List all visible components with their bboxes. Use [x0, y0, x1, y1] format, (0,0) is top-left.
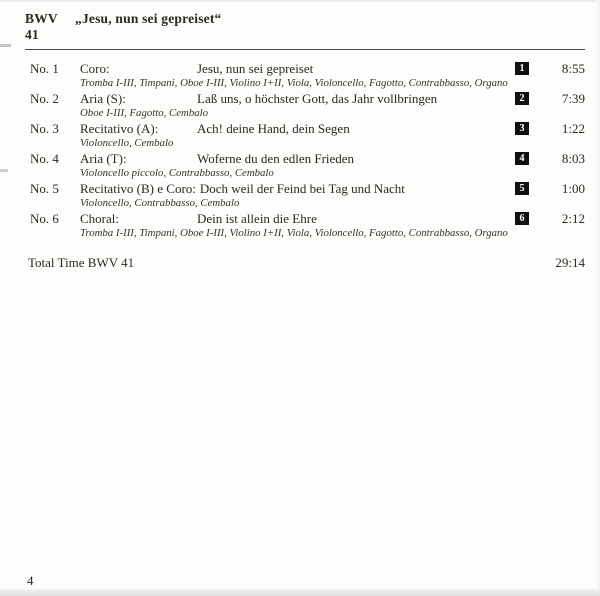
movement-number: No. 6 [30, 211, 59, 226]
work-title: „Jesu, nun sei gepreiset“ [75, 11, 222, 26]
instrumentation: Violoncello, Cembalo [80, 137, 174, 149]
track-row [30, 151, 585, 179]
track-main-line [30, 61, 585, 76]
total-time-label: Total Time BWV 41 [28, 255, 135, 270]
track-row [30, 181, 585, 209]
instrumentation: Violoncello, Contrabbasso, Cembalo [80, 197, 240, 209]
track-number-badge: 4 [515, 152, 529, 165]
track-number-badge: 1 [515, 62, 529, 75]
work-header [25, 11, 585, 43]
track-number-badge: 6 [515, 212, 529, 225]
track-number-badge: 5 [515, 182, 529, 195]
track-row [30, 91, 585, 119]
track-row [30, 211, 585, 239]
movement-title: Jesu, nun sei gepreiset [197, 61, 314, 76]
scan-edge-top [0, 0, 600, 2]
track-time: 8:03 [561, 151, 585, 166]
bwv-number: BWV 41 [25, 11, 58, 42]
movement-number: No. 4 [30, 151, 59, 166]
movement-type: Coro: [80, 61, 110, 76]
scan-artifact-dash [0, 169, 8, 172]
track-time: 1:00 [561, 181, 585, 196]
track-row [30, 61, 585, 89]
instrumentation: Tromba I-III, Timpani, Oboe I-III, Violino I+II, Viola, Violoncello, Fagotto, Contrabbasso, Organo [80, 77, 508, 89]
track-main-line [30, 91, 585, 106]
movement-type: Recitativo (A): [80, 121, 159, 136]
track-time: 2:12 [561, 211, 585, 226]
movement-type: Recitativo (B) e Coro: [80, 181, 196, 196]
total-time-row [28, 255, 585, 270]
page-content [0, 0, 600, 270]
movement-number: No. 2 [30, 91, 59, 106]
instrumentation: Oboe I-III, Fagotto, Cembalo [80, 107, 209, 119]
movement-number: No. 1 [30, 61, 59, 76]
movement-type: Aria (S): [80, 91, 126, 106]
page-number: 4 [27, 573, 34, 588]
track-main-line [30, 181, 585, 196]
movement-title: Laß uns, o höchster Gott, das Jahr vollbringen [197, 91, 438, 106]
movement-number: No. 3 [30, 121, 59, 136]
track-main-line [30, 151, 585, 166]
track-row [30, 121, 585, 149]
total-time-value: 29:14 [555, 255, 585, 270]
track-list [30, 61, 585, 239]
movement-title: Dein ist allein die Ehre [197, 211, 317, 226]
track-main-line [30, 211, 585, 226]
track-number-badge: 3 [515, 122, 529, 135]
track-main-line [30, 121, 585, 136]
track-number-badge: 2 [515, 92, 529, 105]
scan-artifact-dash [0, 44, 11, 47]
instrumentation: Tromba I-III, Timpani, Oboe I-III, Violino I+II, Viola, Violoncello, Fagotto, Contrabbasso, Organo [80, 227, 508, 239]
movement-type: Choral: [80, 211, 119, 226]
instrumentation: Violoncello piccolo, Contrabbasso, Cembalo [80, 167, 274, 179]
track-time: 7:39 [561, 91, 585, 106]
movement-title: Ach! deine Hand, dein Segen [197, 121, 350, 136]
movement-type: Aria (T): [80, 151, 127, 166]
track-time: 1:22 [561, 121, 585, 136]
scan-edge-bottom [0, 589, 600, 596]
movement-title: Doch weil der Feind bei Tag und Nacht [199, 181, 405, 196]
movement-number: No. 5 [30, 181, 59, 196]
movement-title: Woferne du den edlen Frieden [197, 151, 355, 166]
header-divider [25, 49, 585, 50]
track-time: 8:55 [561, 61, 585, 76]
